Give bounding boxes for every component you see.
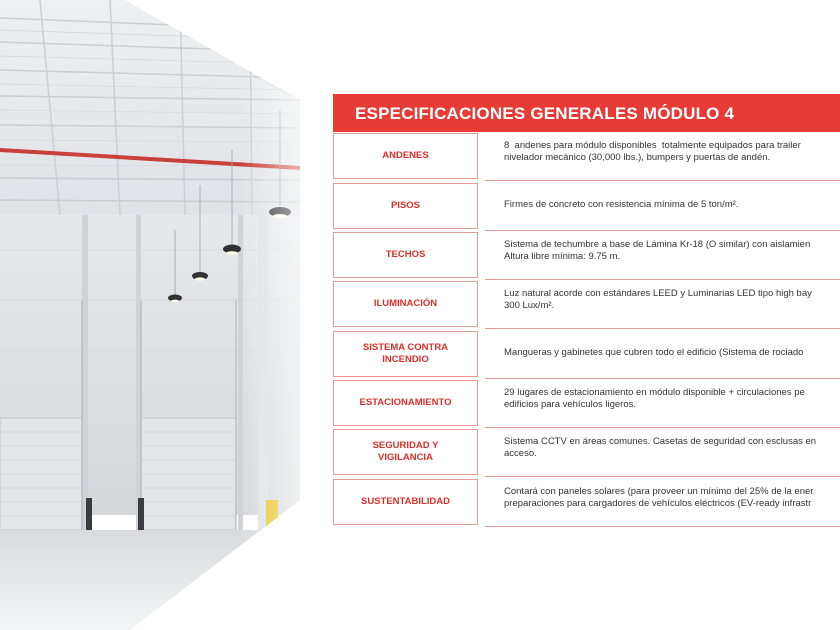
spec-row — [333, 429, 840, 475]
spec-label: SISTEMA CONTRA INCENDIO — [333, 331, 478, 377]
spec-label: PISOS — [333, 183, 478, 229]
spec-label: TECHOS — [333, 232, 478, 278]
spec-description: Sistema CCTV en áreas comunes. Casetas de seguridad con esclusas en acceso. — [504, 436, 817, 459]
panel-title: ESPECIFICACIONES GENERALES MÓDULO 4 — [333, 94, 840, 132]
spec-row — [333, 281, 840, 327]
row-divider — [485, 427, 840, 428]
spec-description: 8 andenes para módulo disponibles totalmente equipados para trailer nivelador mecánico (30,000 lbs.), bumpers y puertas de andén. — [504, 140, 801, 163]
row-divider — [485, 526, 840, 527]
spec-row — [333, 232, 840, 278]
row-divider — [485, 476, 840, 477]
spec-description: Contará con paneles solares (para proveer un mínimo del 25% de la ener preparaciones para cargadores de vehículos eléctricos (EV-ready infrastr — [504, 486, 814, 509]
spec-row — [333, 380, 840, 426]
spec-row — [333, 331, 840, 377]
spec-label: ILUMINACIÓN — [333, 281, 478, 327]
spec-description: Sistema de techumbre a base de Lámina Kr-18 (O similar) con aislamien Altura libre mínima: 9.75 m. — [504, 239, 811, 262]
spec-description: Mangueras y gabinetes que cubren todo el edificio (Sistema de rociado — [504, 347, 804, 358]
spec-label: ANDENES — [333, 133, 478, 179]
spec-row — [333, 183, 840, 229]
row-divider — [485, 378, 840, 379]
specifications-panel — [333, 94, 840, 534]
spec-label: ESTACIONAMIENTO — [333, 380, 478, 426]
spec-label: SUSTENTABILIDAD — [333, 479, 478, 525]
spec-row — [333, 133, 840, 179]
row-divider — [485, 279, 840, 280]
spec-description: Firmes de concreto con resistencia mínima de 5 ton/m². — [504, 199, 739, 210]
row-divider — [485, 328, 840, 329]
spec-description: Luz natural acorde con estándares LEED y Luminarias LED tipo high bay 300 Lux/m². — [504, 288, 812, 311]
row-divider — [485, 180, 840, 181]
row-divider — [485, 230, 840, 231]
warehouse-photo — [0, 0, 300, 630]
spec-description: 29 lugares de estacionamiento en módulo disponible + circulaciones pe edificios para vehículos ligeros. — [504, 387, 805, 410]
spec-label: SEGURIDAD Y VIGILANCIA — [333, 429, 478, 475]
spec-row — [333, 479, 840, 525]
